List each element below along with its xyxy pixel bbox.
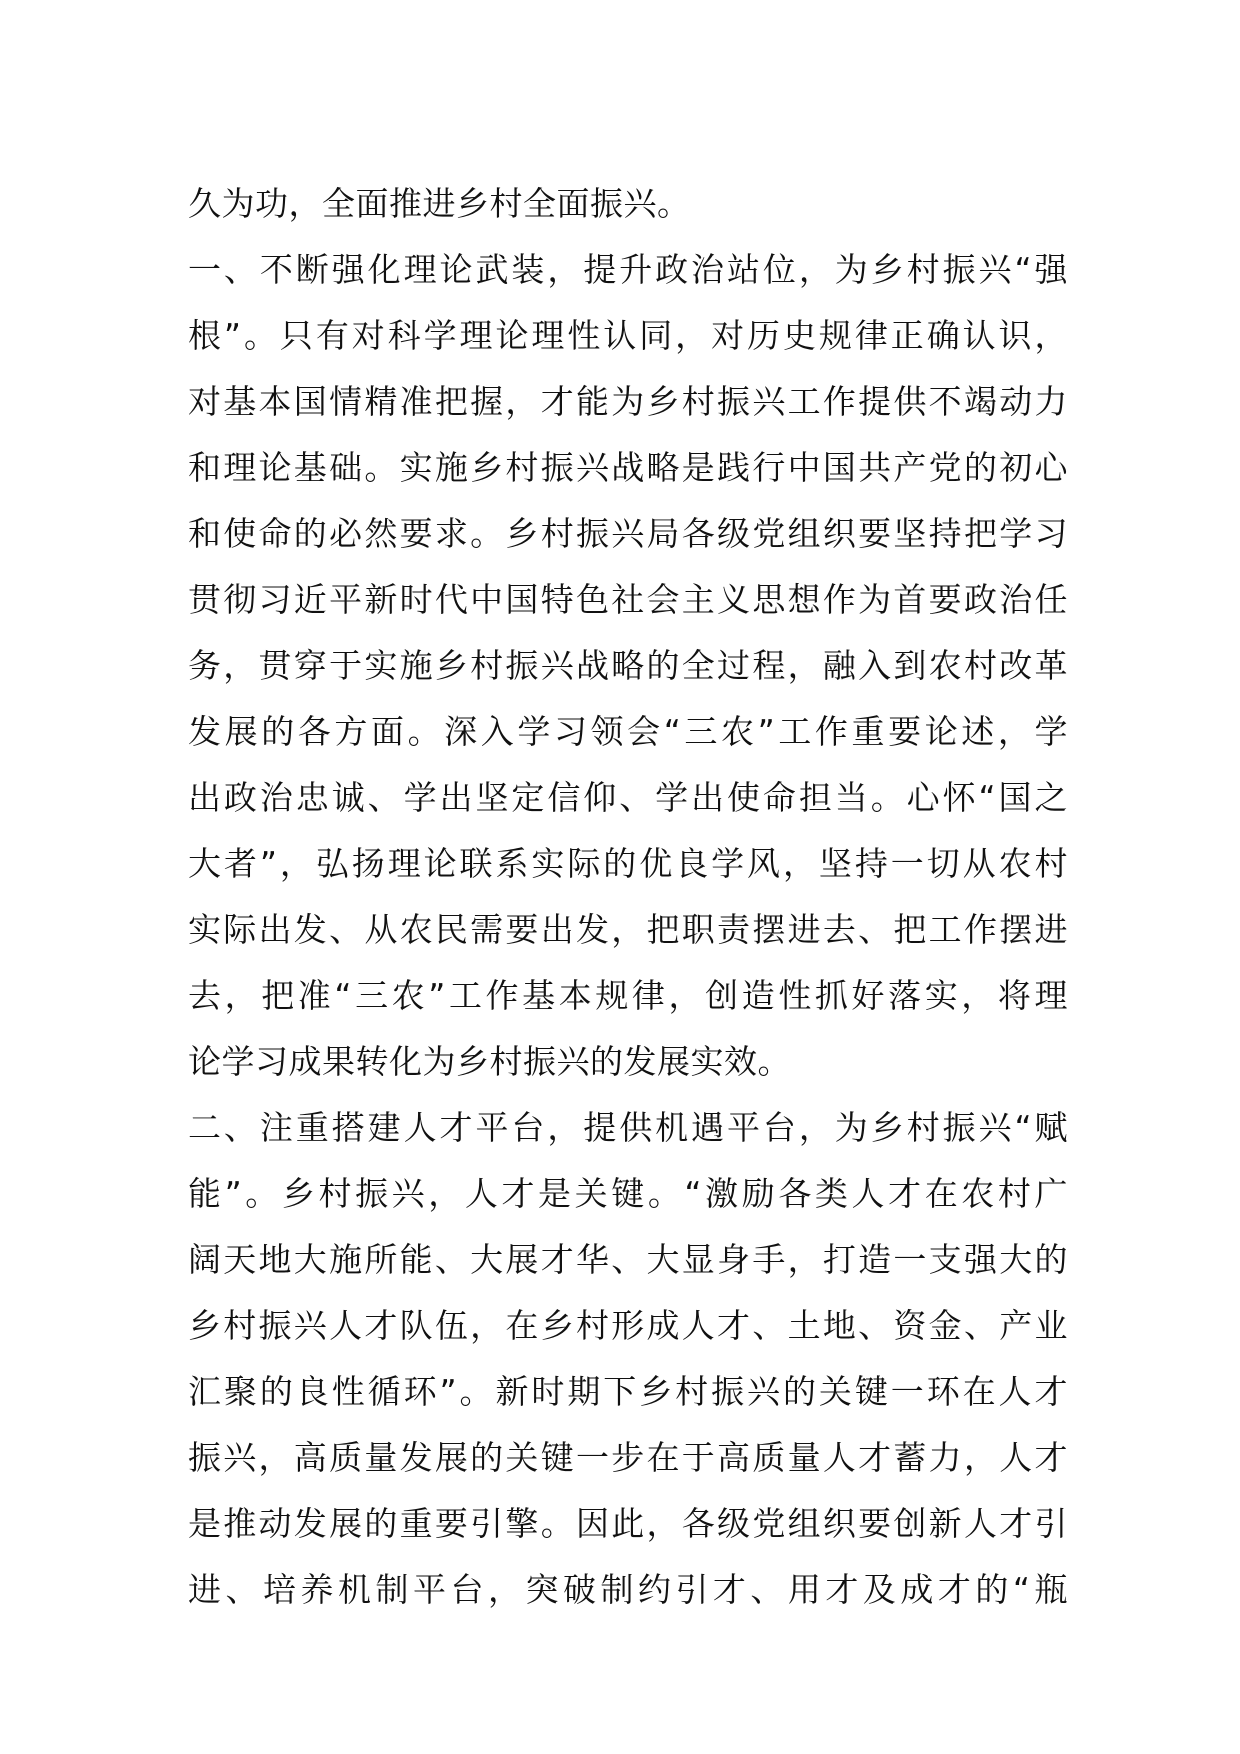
text-line: 乡村振兴人才队伍，在乡村形成人才、土地、资金、产业: [188, 1306, 1068, 1345]
text-line: 根”。只有对科学理论理性认同，对历史规律正确认识，: [188, 316, 1068, 355]
text-line: 是推动发展的重要引擎。因此，各级党组织要创新人才引: [188, 1504, 1068, 1543]
text-line: 大者”，弘扬理论联系实际的优良学风，坚持一切从农村: [188, 844, 1068, 883]
text-line: 贯彻习近平新时代中国特色社会主义思想作为首要政治任: [188, 580, 1068, 619]
text-line: 一、不断强化理论武装，提升政治站位，为乡村振兴“强: [188, 250, 1068, 289]
text-line: 对基本国情精准把握，才能为乡村振兴工作提供不竭动力: [188, 382, 1068, 421]
text-line: 阔天地大施所能、大展才华、大显身手，打造一支强大的: [188, 1240, 1068, 1279]
text-line: 论学习成果转化为乡村振兴的发展实效。: [188, 1042, 791, 1081]
text-line: 进、培养机制平台，突破制约引才、用才及成才的“瓶: [188, 1570, 1068, 1609]
text-line: 和理论基础。实施乡村振兴战略是践行中国共产党的初心: [188, 448, 1068, 487]
text-line: 久为功，全面推进乡村全面振兴。: [188, 184, 691, 223]
text-line: 振兴，高质量发展的关键一步在于高质量人才蓄力，人才: [188, 1438, 1068, 1477]
text-line: 发展的各方面。深入学习领会“三农”工作重要论述，学: [188, 712, 1068, 751]
text-line: 能”。乡村振兴，人才是关键。“激励各类人才在农村广: [188, 1174, 1068, 1213]
text-line: 汇聚的良性循环”。新时期下乡村振兴的关键一环在人才: [188, 1372, 1068, 1411]
text-line: 出政治忠诚、学出坚定信仰、学出使命担当。心怀“国之: [188, 778, 1068, 817]
text-line: 务，贯穿于实施乡村振兴战略的全过程，融入到农村改革: [188, 646, 1068, 685]
text-line: 二、注重搭建人才平台，提供机遇平台，为乡村振兴“赋: [188, 1108, 1068, 1147]
text-line: 和使命的必然要求。乡村振兴局各级党组织要坚持把学习: [188, 514, 1068, 553]
body-text: [188, 171, 1068, 1623]
text-line: 去，把准“三农”工作基本规律，创造性抓好落实，将理: [188, 976, 1068, 1015]
text-line: 实际出发、从农民需要出发，把职责摆进去、把工作摆进: [188, 910, 1068, 949]
